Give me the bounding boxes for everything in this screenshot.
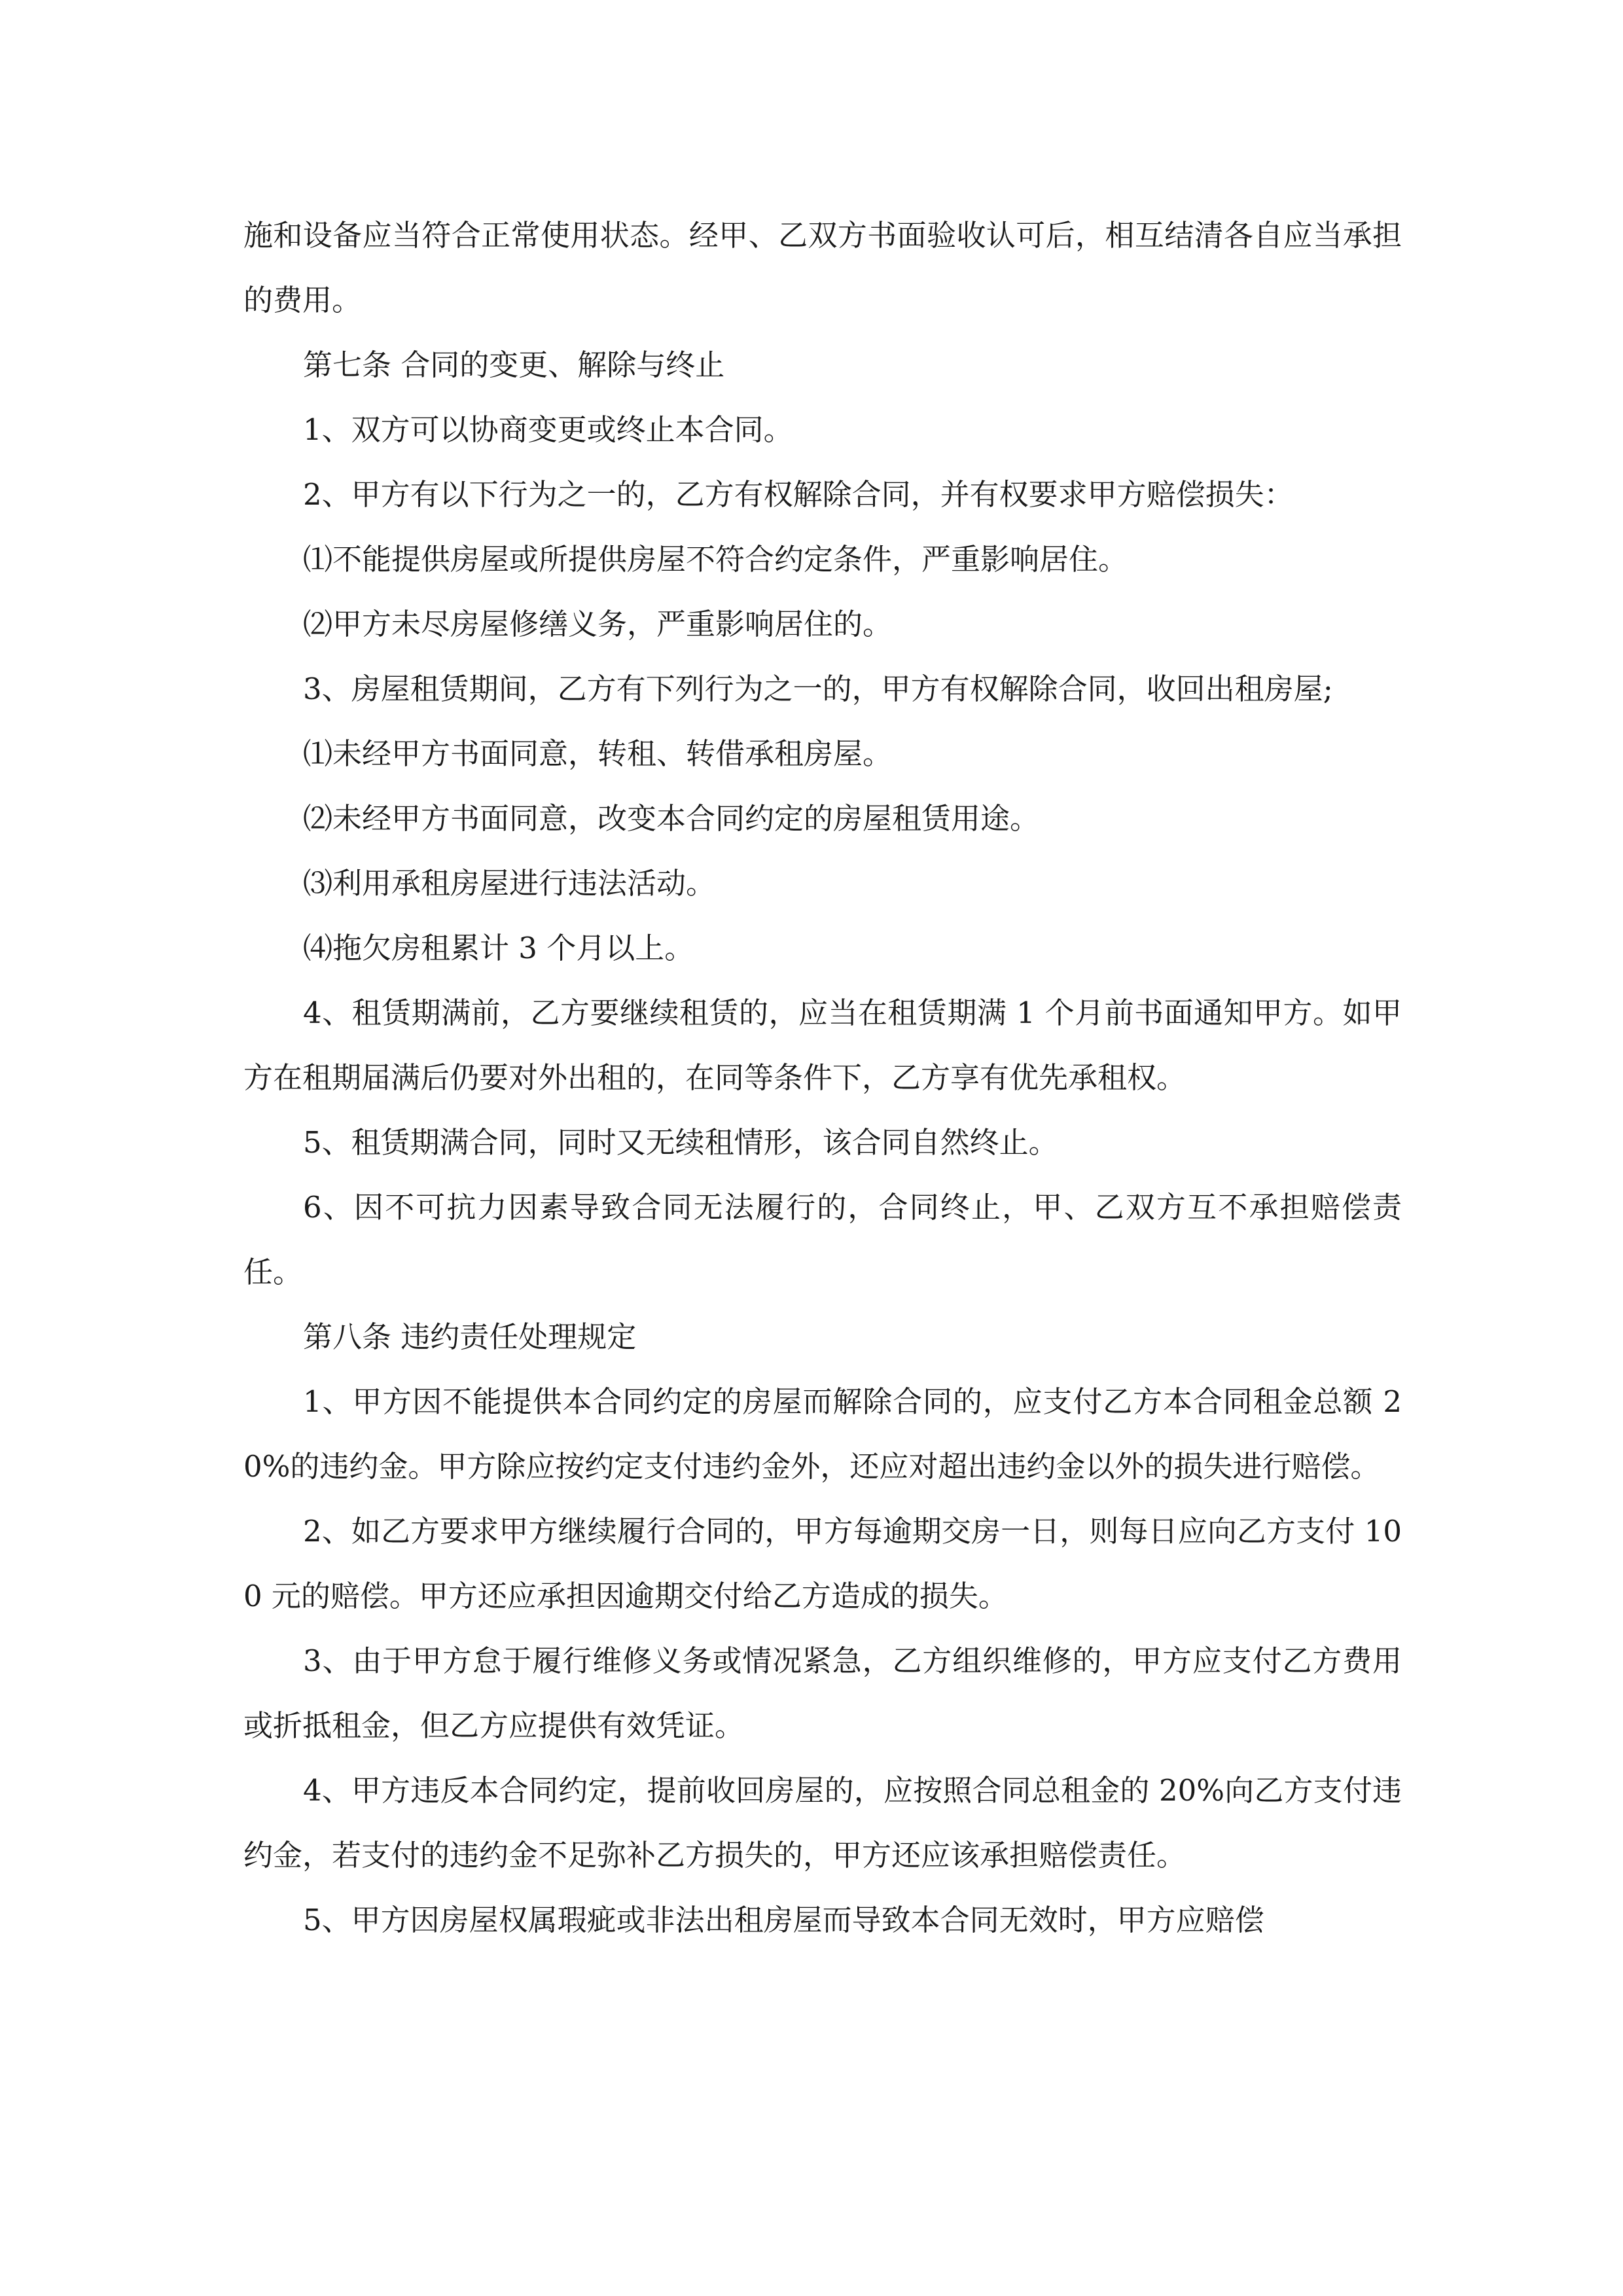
article-7-heading: 第七条 合同的变更、解除与终止	[303, 348, 725, 382]
paragraph: ⑶利用承租房屋进行违法活动。	[303, 866, 716, 901]
paragraph: 5、甲方因房屋权属瑕疵或非法出租房屋而导致本合同无效时，甲方应赔偿	[303, 1903, 1264, 1937]
paragraph: 4、租赁期满前，乙方要继续租赁的，应当在租赁期满 1 个月前书面通知甲方。如甲方在租期届满后仍要对外出租的，在同等条件下，乙方享有优先承租权。	[243, 996, 1402, 1095]
paragraph-continuation: 施和设备应当符合正常使用状态。经甲、乙双方书面验收认可后，相互结清各自应当承担的费用。	[243, 218, 1402, 317]
paragraph: 4、甲方违反本合同约定，提前收回房屋的，应按照合同总租金的 20%向乙方支付违约金，若支付的违约金不足弥补乙方损失的，甲方还应该承担赔偿责任。	[243, 1773, 1402, 1873]
paragraph: 2、甲方有以下行为之一的，乙方有权解除合同，并有权要求甲方赔偿损失：	[303, 477, 1294, 512]
paragraph: ⑵甲方未尽房屋修缮义务，严重影响居住的。	[303, 607, 893, 641]
paragraph: 2、如乙方要求甲方继续履行合同的，甲方每逾期交房一日，则每日应向乙方支付 100 元的赔偿。甲方还应承担因逾期交付给乙方造成的损失。	[243, 1514, 1402, 1613]
document-body	[243, 203, 1402, 1952]
paragraph: ⑷拖欠房租累计 3 个月以上。	[303, 931, 694, 965]
paragraph: ⑴不能提供房屋或所提供房屋不符合约定条件，严重影响居住。	[303, 542, 1128, 577]
article-8-heading: 第八条 违约责任处理规定	[303, 1319, 637, 1354]
paragraph: 1、双方可以协商变更或终止本合同。	[303, 412, 793, 447]
paragraph: 1、甲方因不能提供本合同约定的房屋而解除合同的，应支付乙方本合同租金总额 20%的违约金。甲方除应按约定支付违约金外，还应对超出违约金以外的损失进行赔偿。	[243, 1384, 1402, 1484]
paragraph: 5、租赁期满合同，同时又无续租情形，该合同自然终止。	[303, 1125, 1058, 1160]
paragraph: 6、因不可抗力因素导致合同无法履行的，合同终止，甲、乙双方互不承担赔偿责任。	[243, 1190, 1402, 1289]
paragraph: 3、由于甲方怠于履行维修义务或情况紧急，乙方组织维修的，甲方应支付乙方费用或折抵租金，但乙方应提供有效凭证。	[243, 1643, 1402, 1743]
paragraph: ⑵未经甲方书面同意，改变本合同约定的房屋租赁用途。	[303, 801, 1040, 836]
paragraph: 3、房屋租赁期间，乙方有下列行为之一的，甲方有权解除合同，收回出租房屋;	[303, 672, 1333, 706]
paragraph: ⑴未经甲方书面同意，转租、转借承租房屋。	[303, 736, 893, 771]
